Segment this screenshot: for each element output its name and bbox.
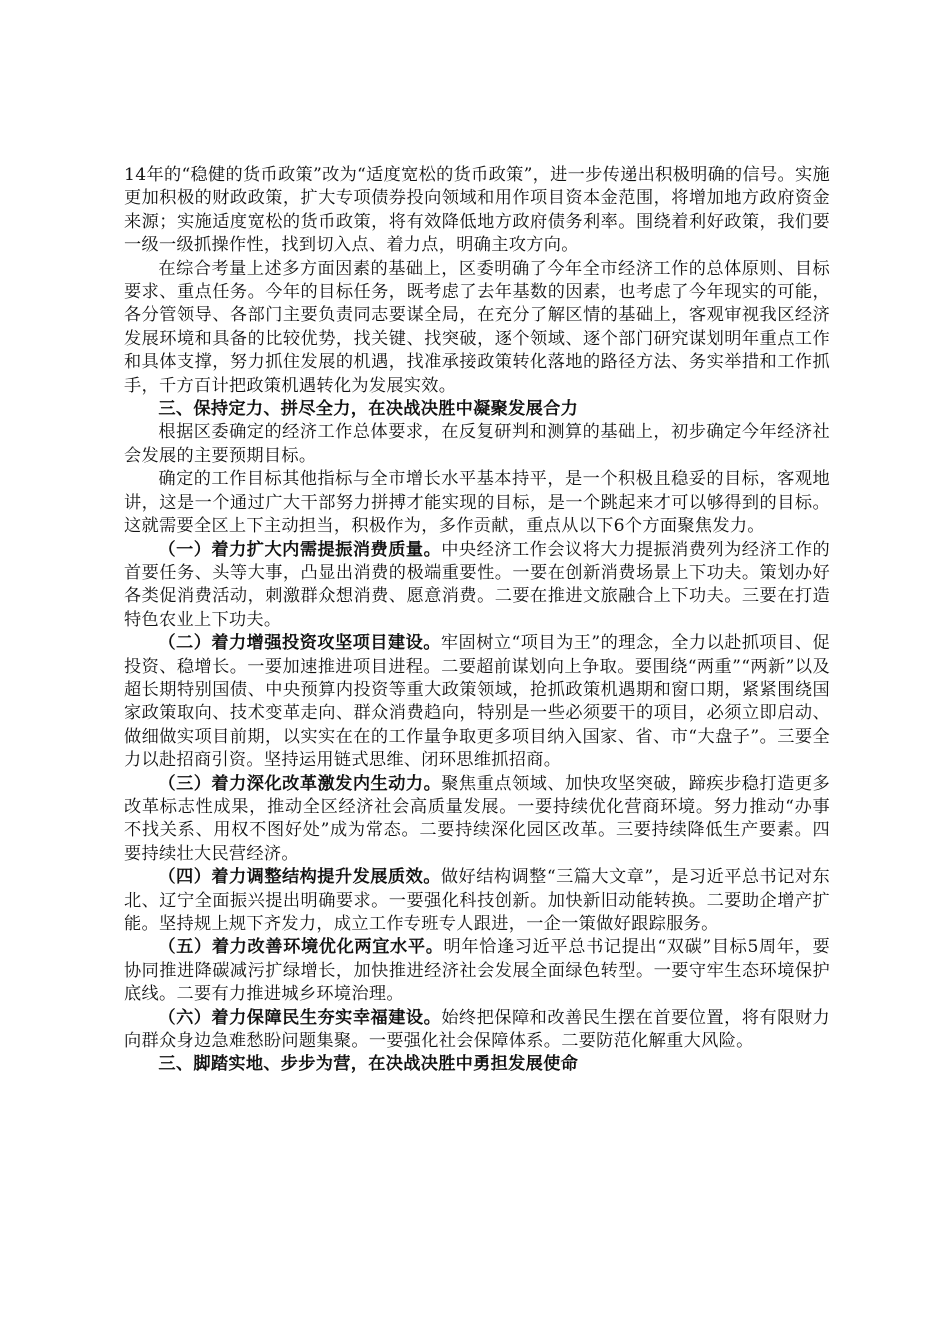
item-5-lead: （五）着力改善环境优化两宜水平。 [158,937,444,958]
item-6-text: 始终把保障和改善民生摆在首要位置，将有限财力向群众身边急难愁盼问题集聚。一要强化社会保障体系。二要防范化解重大风险。 [124,1007,830,1052]
paragraph-overall-principles: 在综合考量上述多方面因素的基础上，区委明确了今年全市经济工作的总体原则、目标要求、重点任务。今年的目标任务，既考虑了去年基数的因素，也考虑了今年现实的可能，各分管领导、各部门主要负责同志要谋全局，在充分了解区情的基础上，客观审视我区经济发展环境和具备的比较优势，找关键、找突破，逐个领域、逐个部门研究谋划明年重点工作和具体支撑，努力抓住发展的机遇，找准承接政策转化落地的路径方法、务实举措和工作抓手，千方百计把政策机遇转化为发展实效。 [124,258,830,396]
section-heading-3: 三、保持定力、拼尽全力，在决战决胜中凝聚发展合力 [158,399,579,420]
paragraph-expected-goals: 根据区委确定的经济工作总体要求，在反复研判和测算的基础上，初步确定今年经济社会发展的主要预期目标。 [124,422,830,466]
paragraph-intro: 14年的“稳健的货币政策”改为“适度宽松的货币政策”，进一步传递出积极明确的信号。实施更加积极的财政政策，扩大专项债券投向领域和用作项目资本金范围，将增加地方政府资金来源；实施适度宽松的货币政策，将有效降低地方政府债务利率。围绕着利好政策，我们要一级一级抓操作性，找到切入点、着力点，明确主攻方向。 [124,165,830,256]
item-5-text: 明年恰逢习近平总书记提出“双碳”目标5周年，要协同推进降碳减污扩绿增长，加快推进经济社会发展全面绿色转型。一要守牢生态环境保护底线。二要有力推进城乡环境治理。 [124,937,830,1005]
item-4-lead: （四）着力调整结构提升发展质效。 [158,867,441,888]
item-3-lead: （三）着力深化改革激发内生动力。 [158,773,442,794]
paragraph-work-targets: 确定的工作目标其他指标与全市增长水平基本持平，是一个积极且稳妥的目标，客观地讲，这是一个通过广大干部努力拼搏才能实现的目标，是一个跳起来才可以够得到的目标。这就需要全区上下主动担当，积极作为，多作贡献，重点从以下6个方面聚焦发力。 [124,469,830,537]
item-1-lead: （一）着力扩大内需提振消费质量。 [158,539,442,560]
item-2-text: 牢固树立“项目为王”的理念，全力以赴抓项目、促投资、稳增长。一要加速推进项目进程。二要超前谋划向上争取。要围绕“两重”“两新”以及超长期特别国债、中央预算内投资等重大政策领域，抢抓政策机遇期和窗口期，紧紧围绕国家政策取向、技术变革走向、群众消费趋向，特别是一些必须要干的项目，必须立即启动、做细做实项目前期，以实实在在的工作量争取更多项目纳入国家、省、市“大盘子”。三要全力以赴招商引资。坚持运用链式思维、闭环思维抓招商。 [124,633,830,771]
item-6-paragraph [124,1007,830,1054]
item-4-text: 做好结构调整“三篇大文章”，是习近平总书记对东北、辽宁全面振兴提出明确要求。一要强化科技创新。加快新旧动能转换。二要助企增产扩能。坚持规上规下齐发力，成立工作专班专人跟进，一企一策做好跟踪服务。 [124,867,830,934]
item-2-paragraph [124,632,830,772]
item-3-paragraph [124,773,830,867]
section-heading-3b: 三、脚踏实地、步步为营，在决战决胜中勇担发展使命 [158,1054,579,1075]
item-1-text: 中央经济工作会议将大力提振消费列为经济工作的首要任务、头等大事，凸显出消费的极端重要性。一要在创新消费场景上下功夫。策划办好各类促消费活动，刺激群众想消费、愿意消费。二要在推进文旅融合上下功夫。三要在打造特色农业上下功夫。 [124,539,830,630]
item-5-paragraph [124,936,830,1006]
item-4-paragraph [124,866,830,936]
item-6-lead: （六）着力保障民生夯实幸福建设。 [158,1007,442,1028]
item-2-lead: （二）着力增强投资攻坚项目建设。 [158,633,441,654]
item-1-paragraph [124,539,830,633]
document-page [124,164,830,1077]
item-3-text: 聚焦重点领域、加快攻坚突破，蹄疾步稳打造更多改革标志性成果，推动全区经济社会高质量发展。一要持续优化营商环境。努力推动“办事不找关系、用权不图好处”成为常态。二要持续深化园区改革。三要持续降低生产要素。四要持续壮大民营经济。 [124,773,830,864]
